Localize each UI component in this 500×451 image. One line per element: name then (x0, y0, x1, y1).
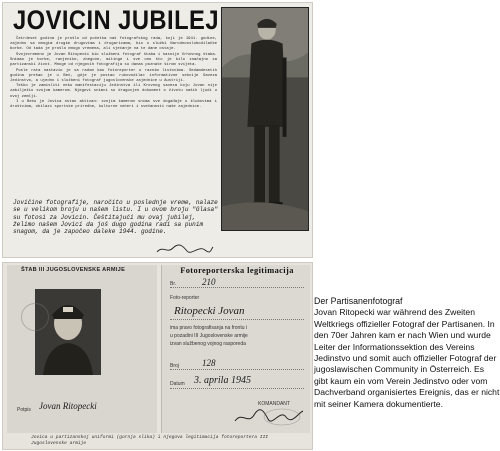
handwritten-caption: Jovičine fotografije, naročito u poslednje vreme, nalaze se u velikom broju u našem listu. I u ovom broju "Glasa" su fotosi za Jovicin. Češtitajući mu ovaj jubilej, želimo našem Jovici da još dugo godina radi sa punim snagom, da je započeo daleke 1944. godine. (13, 199, 218, 236)
headline: JOVICIN JUBILEJ (13, 5, 219, 35)
article-paragraph: Svojevremeno je Jovan Ritopecki bio službeni fotograf štaba i kasnije Vrhovnog štaba. Snimao je borbe, ranjenike, zbegove, mitinge i sve ono što je bilo značajno za partizanski život. Mnoge od njegovih fotografija su danas poznate širom svijeta. (10, 52, 217, 67)
name-label: Foto-reporter (170, 295, 200, 301)
field-rule (170, 369, 304, 370)
card-text-line: u pozadini III Jugoslovenske armije (170, 333, 248, 339)
signature-scribble (155, 243, 215, 255)
id-card-right-page (161, 265, 310, 433)
line-value: 128 (202, 358, 216, 368)
card-caption: Jovica u partizanskoj uniformi (gornja slika) i njegova legitimacija fotoreportera III Jugoslovenske armije (31, 435, 269, 446)
field-rule (170, 388, 304, 389)
article-paragraph: Posle rata nastavio je sa radom kao fotoreporter u raznim listovima. Sedamdesetih godina prešao je u Beč, gdje je postao rukovodilac informativne sekcije Saveza Jedinstvo, a ujedno i službeni fotograf jugoslovenske zajednice u Austriji. (10, 68, 217, 83)
holder-signature: Jovan Ritopecki (39, 401, 97, 411)
card-text-line: izvan službenog vojnog rasporeda (170, 341, 246, 347)
id-card-left-page (7, 265, 157, 433)
id-card-clipping (2, 262, 313, 450)
article-body (10, 37, 217, 111)
number-value: 210 (202, 277, 216, 287)
name-value: Ritopecki Jovan (174, 305, 245, 317)
info-body: Jovan Ritopecki war während des Zweiten Weltkriegs offizieller Fotograf der Partisanen. In den 70er Jahren kam er nach Wien und wurde Leiter der Informationssektion des Vereins Jedinstvo und somit auch offizieller Fotograf der jugoslawischen Community in Österreich. Es gibt kaum ein vom Verein Jedinstvo oder vom Dachverband organisiertes Ereignis, das er nicht mit seiner Kamera dokumentierte. (314, 307, 500, 409)
date-value: 3. aprila 1945 (194, 375, 251, 386)
number-label: Br. (170, 281, 177, 287)
article-paragraph: I u Beču je Jovica ostao aktivan: svojim kamerom snima sve događaje u klubovima i društvima, obilazi sportske priredbe, kulturne večeri i svečanosti naše zajednice. (10, 100, 217, 110)
field-rule (170, 287, 304, 288)
signature-label: Potpis (17, 407, 31, 413)
stamp-seal (21, 303, 49, 331)
line-label: Broj (170, 363, 179, 369)
commander-signature (232, 407, 306, 427)
id-photo (35, 289, 101, 375)
partisan-photo (221, 7, 309, 231)
card-title: Fotoreporterska legitimacija (180, 266, 294, 275)
date-label: Datum (170, 381, 185, 387)
info-box (314, 296, 500, 410)
newspaper-clipping (2, 2, 313, 258)
field-rule (170, 319, 304, 320)
card-text-line: ima pravo fotografisanja na frontu i (170, 325, 247, 331)
info-title: Der Partisanenfotograf (314, 296, 403, 306)
article-paragraph: Četrdeset godina je prošlo od početka naš fotografskog rada, koji je 1941. godine, zajedno sa mnogim drugim drugovima i drugaricama, bio u službi Narodnooslobodilačke borbe. Od tada je prošlo mnogo vremena, ali sjećanje na te dane ostaje. (10, 37, 217, 52)
card-issuer-title: ŠTAB III JUGOSLOVENSKE ARMIJE (21, 267, 126, 273)
article-paragraph: Teško je zamisliti neku manifestaciju Jedinstva ili Krovnog saveza koju Jovan nije zabilježio svojom kamerom. Njegovi snimci su dragocjen dokument o životu naših ljudi u ovoj zemlji. (10, 84, 217, 99)
commander-label: KOMANDANT (258, 401, 290, 407)
